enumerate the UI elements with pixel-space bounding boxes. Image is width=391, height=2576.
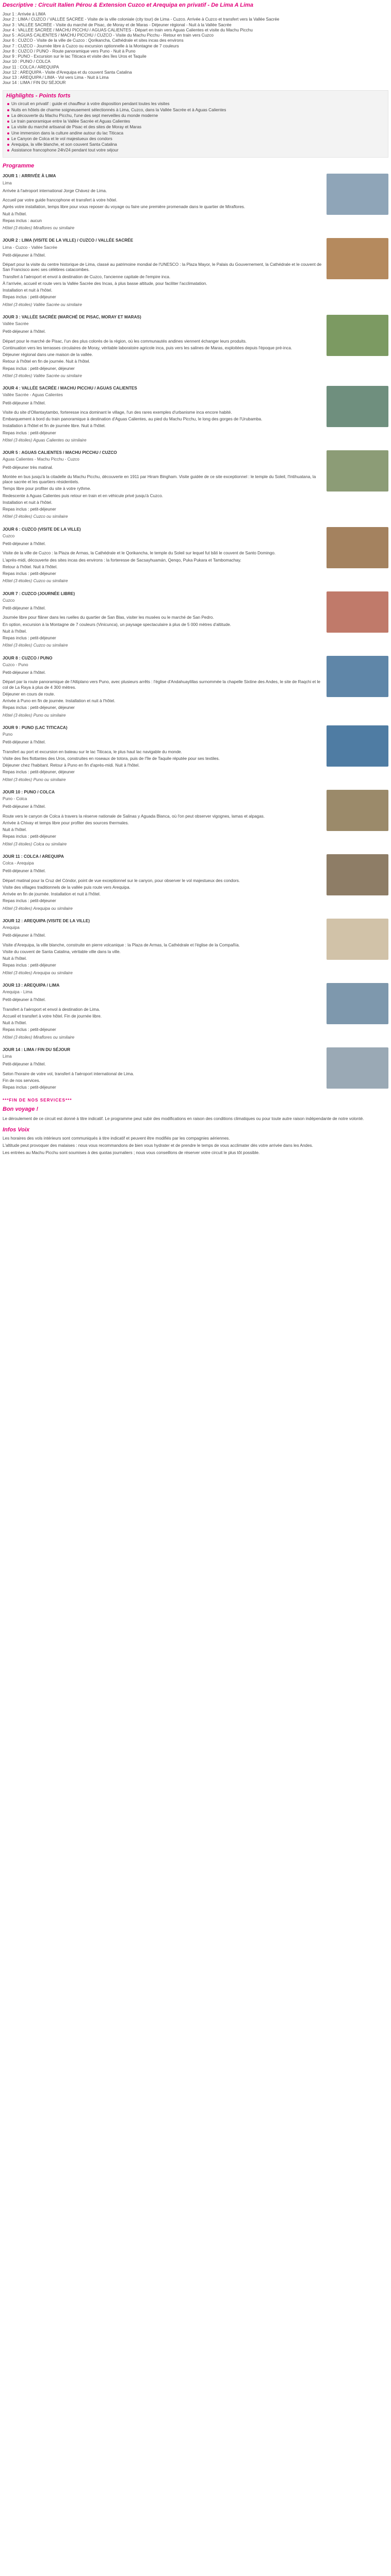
day-heading: JOUR 13 : AREQUIPA / LIMA (3, 982, 60, 988)
day-heading: JOUR 14 : LIMA / FIN DU SÉJOUR (3, 1047, 71, 1052)
day-paragraph: Installation à l'hôtel et fin de journée libre. Nuit à l'hôtel. (3, 423, 106, 429)
day-heading: JOUR 2 : LIMA (VISITE DE LA VILLE) / CUZCO / VALLÉE SACRÉE (3, 238, 134, 243)
day-paragraph: Route vers le canyon de Colca à travers la réserve nationale de Salinas y Aguada Blanca, où l'on peut observer vigognes, lamas et alpagas. (3, 814, 265, 819)
day-paragraph: Montée en bus jusqu'à la citadelle du Machu Picchu, découverte en 1911 par Hiram Bingham. Visite guidée de ce site exceptionnel : le temple du Soleil, l'Intihuatana, la place sacrée et les quartiers résidentiels. (3, 474, 316, 485)
highlight-item (6, 101, 385, 107)
day-hotel: Hôtel (3 étoiles) Arequipa ou similaire (3, 970, 73, 975)
bullet-icon (7, 115, 9, 117)
day-location: Arequipa - Lima (3, 990, 32, 995)
day-paragraph: Temps libre pour profiter du site à votre rythme. (3, 486, 91, 492)
day-hotel: Hôtel (3 étoiles) Vallée Sacrée ou similaire (3, 373, 82, 378)
day-meals: Repas inclus : petit-déjeuner (3, 507, 56, 512)
day-paragraph: Petit-déjeuner à l'hôtel. (3, 740, 46, 745)
itinerary-line: Jour 2 : LIMA / CUZCO / VALLÉE SACRÉE - Visite de la ville coloniale (city tour) de Lima - Cuzco. Arrivée à Cuzco et transfert vers la Vallée Sacrée (3, 17, 280, 22)
day-paragraph: Arrivée à Puno en fin de journée. Installation et nuit à l'hôtel. (3, 699, 116, 704)
highlight-item (6, 108, 385, 113)
day-paragraph: Embarquement à bord du train panoramique à destination d'Aguas Calientes, au pied du Machu Picchu, le long des gorges de l'Urubamba. (3, 417, 263, 422)
day-hotel: Hôtel (3 étoiles) Miraflores ou similaire (3, 1035, 75, 1040)
day-section (3, 656, 388, 718)
highlight-text: Le train panoramique entre la Vallée Sacrée et Aguas Calientes (11, 119, 131, 124)
day-photo (327, 527, 388, 568)
day-location: Colca - Arequipa (3, 861, 34, 866)
highlight-text: La découverte du Machu Picchu, l'une des sept merveilles du monde moderne (11, 113, 158, 118)
day-location: Lima (3, 180, 12, 185)
bullet-icon (7, 149, 9, 151)
day-section (3, 790, 388, 847)
day-heading: JOUR 11 : COLCA / AREQUIPA (3, 854, 64, 859)
day-paragraph: Visite du site d'Ollantaytambo, forteresse inca dominant le village, l'un des rares exemples d'urbanisme inca encore habité. (3, 410, 232, 415)
day-paragraph: L'après-midi, découverte des sites incas des environs : la forteresse de Sacsayhuamán, Qenqo, Puka Pukara et Tambomachay. (3, 557, 241, 563)
highlight-text: Un circuit en privatif : guide et chauffeur à votre disposition pendant toutes les visites (11, 101, 170, 107)
info-paragraph: L'altitude peut provoquer des malaises : nous vous recommandons de bien vous hydrater et de prendre le temps de vous acclimater dès votre arrivée dans les Andes. (3, 1143, 313, 1148)
program-days (3, 174, 388, 1091)
bullet-icon (7, 121, 9, 123)
day-paragraph: Nuit à l'hôtel. (3, 211, 27, 216)
day-heading: JOUR 5 : AGUAS CALIENTES / MACHU PICCHU / CUZCO (3, 450, 117, 455)
itinerary-line: Jour 9 : PUNO - Excursion sur le lac Titicaca et visite des îles Uros et Taquile (3, 54, 146, 59)
day-paragraph: Déjeuner en cours de route. (3, 691, 55, 697)
program-title: Programme (3, 162, 35, 169)
bullet-icon (7, 109, 9, 111)
highlight-item (6, 113, 385, 118)
day-location: Puno - Colca (3, 796, 27, 802)
day-hotel: Hôtel (3 étoiles) Arequipa ou similaire (3, 906, 73, 911)
day-location: Vallée Sacrée - Aguas Calientes (3, 393, 63, 398)
day-location: Arequipa (3, 925, 20, 930)
highlight-item (6, 131, 385, 136)
day-section (3, 450, 388, 520)
day-heading: JOUR 9 : PUNO (LAC TITICACA) (3, 725, 68, 730)
highlight-item (6, 142, 385, 147)
itinerary-line: Jour 5 : AGUAS CALIENTES / MACHU PICCHU / CUZCO - Visite du Machu Picchu - Retour en train vers Cuzco (3, 33, 214, 38)
day-photo (327, 919, 388, 960)
day-paragraph: Départ par la route panoramique de l'Altiplano vers Puno, avec plusieurs arrêts : l'église d'Andahuaylillas surnommée la chapelle Sixtine des Andes, le site de Raqchi et le col de La Raya à plus de 4 300 mètres. (3, 680, 320, 690)
day-location: Lima - Cuzco - Vallée Sacrée (3, 245, 57, 250)
day-hotel: Hôtel (3 étoiles) Aguas Calientes ou similaire (3, 437, 87, 443)
day-section (3, 238, 388, 308)
day-photo (327, 315, 388, 356)
day-section (3, 983, 388, 1040)
day-location: Lima (3, 1054, 12, 1059)
day-section (3, 527, 388, 584)
day-paragraph: Petit-déjeuner à l'hôtel. (3, 606, 46, 611)
day-section (3, 591, 388, 649)
day-hotel: Hôtel (3 étoiles) Puno ou similaire (3, 777, 66, 782)
day-meals: Repas inclus : petit-déjeuner (3, 571, 56, 577)
day-meals: Repas inclus : petit-déjeuner, déjeuner (3, 770, 75, 775)
highlight-text: Arequipa, la ville blanche, et son couvent Santa Catalina (11, 142, 117, 147)
day-paragraph: Arrivée en fin de journée. Installation et nuit à l'hôtel. (3, 892, 101, 897)
day-paragraph: En option, excursion à la Montagne de 7 couleurs (Vinicunca), un paysage spectaculaire à plus de 5 000 mètres d'altitude. (3, 622, 231, 627)
bullet-icon (7, 138, 9, 140)
itinerary-line: Jour 14 : LIMA / FIN DU SÉJOUR (3, 80, 66, 86)
day-paragraph: Arrivée à Chivay et temps libre pour profiter des sources thermales. (3, 820, 129, 825)
day-paragraph: Arrivée à l'aéroport international Jorge Chávez de Lima. (3, 188, 107, 193)
itinerary-line: Jour 6 : CUZCO - Visite de la ville de Cuzco : Qorikancha, Cathédrale et sites incas des environs (3, 38, 184, 43)
day-location: Cuzco (3, 533, 15, 538)
day-photo (327, 386, 388, 427)
day-paragraph: Petit-déjeuner à l'hôtel. (3, 933, 46, 938)
day-paragraph: Installation et nuit à l'hôtel. (3, 500, 53, 505)
day-paragraph: Journée libre pour flâner dans les ruelles du quartier de San Blas, visiter les musées ou le marché de San Pedro. (3, 615, 214, 620)
day-paragraph: Petit-déjeuner à l'hôtel. (3, 400, 46, 405)
highlight-text: Nuits en hôtels de charme soigneusement sélectionnés à Lima, Cuzco, dans la Vallée Sacrée et à Aguas Calientes (11, 107, 226, 112)
day-location: Puno (3, 732, 13, 737)
day-heading: JOUR 1 : ARRIVÉE À LIMA (3, 174, 56, 179)
day-paragraph: Nuit à l'hôtel. (3, 827, 27, 833)
day-paragraph: Petit-déjeuner à l'hôtel. (3, 1062, 46, 1067)
bullet-icon (7, 132, 9, 134)
day-photo (327, 238, 388, 279)
highlight-text: Une immersion dans la culture andine autour du lac Titicaca (11, 130, 124, 135)
day-photo (327, 450, 388, 492)
itinerary-line: Jour 7 : CUZCO - Journée libre à Cuzco ou excursion optionnelle à la Montagne de 7 couleurs (3, 43, 179, 48)
day-paragraph: Petit-déjeuner à l'hôtel. (3, 804, 46, 809)
day-paragraph: Selon l'horaire de votre vol, transfert à l'aéroport international de Lima. (3, 1071, 134, 1076)
day-paragraph: Redescente à Aguas Calientes puis retour en train et en véhicule privé jusqu'à Cuzco. (3, 493, 164, 498)
day-heading: JOUR 7 : CUZCO (JOURNÉE LIBRE) (3, 591, 75, 596)
day-photo (327, 790, 388, 831)
bullet-icon (7, 126, 9, 128)
day-paragraph: Déjeuner chez l'habitant. Retour à Puno en fin d'après-midi. Nuit à l'hôtel. (3, 763, 140, 768)
day-hotel: Hôtel (3 étoiles) Cuzco ou similaire (3, 579, 68, 584)
day-photo (327, 656, 388, 697)
day-paragraph: Nuit à l'hôtel. (3, 1021, 27, 1026)
day-paragraph: Départ pour la visite du centre historique de Lima, classé au patrimoine mondial de l'UNESCO : la Plaza Mayor, le Palais du Gouvernement, la Cathédrale et le couvent de San Francisco avec ses célèbres catacombes. (3, 262, 322, 273)
highlights-box (3, 90, 388, 158)
day-paragraph: Petit-déjeuner à l'hôtel. (3, 869, 46, 874)
footer-spacer (3, 1158, 388, 1174)
day-photo (327, 1047, 388, 1089)
itinerary-line: Jour 8 : CUZCO / PUNO - Route panoramique vers Puno - Nuit à Puno (3, 48, 136, 54)
day-paragraph: Fin de nos services. (3, 1078, 40, 1083)
day-paragraph: Petit-déjeuner à l'hôtel. (3, 541, 46, 547)
day-paragraph: Nuit à l'hôtel. (3, 956, 27, 961)
day-meals: Repas inclus : petit-déjeuner (3, 834, 56, 839)
day-paragraph: Installation et nuit à l'hôtel. (3, 288, 53, 293)
day-hotel: Hôtel (3 étoiles) Puno ou similaire (3, 713, 66, 718)
day-paragraph: Petit-déjeuner à l'hôtel. (3, 252, 46, 258)
highlight-item (6, 119, 385, 124)
day-hotel: Hôtel (3 étoiles) Miraflores ou similaire (3, 226, 75, 231)
highlight-text: Le Canyon de Colca et le vol majestueux des condors (11, 136, 112, 141)
day-paragraph: Départ matinal pour la Cruz del Cóndor, point de vue exceptionnel sur le canyon, pour observer le vol majestueux des condors. (3, 878, 240, 883)
highlight-text: Assistance francophone 24h/24 pendant tout votre séjour (11, 148, 119, 153)
bullet-icon (7, 144, 9, 146)
day-meals: Repas inclus : petit-déjeuner (3, 899, 56, 904)
day-paragraph: Nuit à l'hôtel. (3, 629, 27, 634)
day-photo (327, 983, 388, 1024)
day-paragraph: Petit-déjeuner à l'hôtel. (3, 329, 46, 334)
day-hotel: Hôtel (3 étoiles) Vallée Sacrée ou similaire (3, 302, 82, 307)
closing-text (3, 1116, 388, 1122)
day-paragraph: Visite de la ville de Cuzco : la Plaza de Armas, la Cathédrale et le Qorikancha, le temple du Soleil sur lequel fut bâti le couvent de Santo Domingo. (3, 551, 276, 556)
page (0, 2, 391, 1174)
day-meals: Repas inclus : petit-déjeuner, déjeuner (3, 366, 75, 371)
highlight-item (6, 125, 385, 130)
day-location: Vallée Sacrée (3, 321, 29, 327)
day-paragraph: Déjeuner régional dans une maison de la vallée. (3, 352, 93, 358)
day-section (3, 725, 388, 783)
itinerary-summary (3, 12, 388, 86)
day-paragraph: Visite d'Arequipa, la ville blanche, construite en pierre volcanique : la Plaza de Armas, la Cathédrale et l'église de la Compañía. (3, 942, 240, 947)
day-meals: Repas inclus : aucun (3, 218, 42, 223)
day-meals: Repas inclus : petit-déjeuner (3, 430, 56, 435)
day-section (3, 315, 388, 379)
day-paragraph: Transfert à l'aéroport et envol à destination de Cuzco, l'ancienne capitale de l'empire inca. (3, 274, 171, 279)
day-paragraph: Petit-déjeuner très matinal. (3, 465, 53, 470)
day-paragraph: Départ pour le marché de Pisac, l'un des plus colorés de la région, où les communautés andines viennent échanger leurs produits. (3, 338, 247, 344)
day-section (3, 854, 388, 911)
itinerary-line: Jour 11 : COLCA / AREQUIPA (3, 64, 59, 70)
day-hotel: Hôtel (3 étoiles) Cuzco ou similaire (3, 514, 68, 519)
info-paragraph: Les entrées au Machu Picchu sont soumises à des quotas journaliers ; nous vous conseillons de réserver votre circuit le plus tôt possible. (3, 1150, 260, 1156)
highlight-item (6, 137, 385, 142)
day-section (3, 919, 388, 976)
closing-paragraph: Le déroulement de ce circuit est donné à titre indicatif. Le programme peut subir des modifications en raison des conditions climatiques ou pour toute autre raison indépendante de notre volonté. (3, 1116, 364, 1121)
day-paragraph: À l'arrivée, accueil et route vers la Vallée Sacrée des Incas, à plus basse altitude, pour faciliter l'acclimatation. (3, 281, 207, 286)
info-title: Infos Voix (3, 1127, 30, 1133)
day-meals: Repas inclus : petit-déjeuner (3, 1027, 56, 1032)
day-heading: JOUR 8 : CUZCO / PUNO (3, 655, 53, 660)
end-marker: ***FIN DE NOS SERVICES*** (3, 1097, 72, 1103)
day-section (3, 174, 388, 231)
day-photo (327, 174, 388, 215)
day-heading: JOUR 4 : VALLÉE SACRÉE / MACHU PICCHU / AGUAS CALIENTES (3, 386, 137, 391)
day-meals: Repas inclus : petit-déjeuner (3, 963, 56, 968)
day-meals: Repas inclus : petit-déjeuner (3, 1085, 56, 1090)
day-photo (327, 591, 388, 633)
day-heading: JOUR 10 : PUNO / COLCA (3, 789, 55, 794)
day-paragraph: Retour à l'hôtel en fin de journée. Nuit à l'hôtel. (3, 359, 90, 364)
itinerary-line: Jour 3 : VALLÉE SACRÉE - Visite du marché de Pisac, de Moray et de Maras - Déjeuner régional - Nuit à la Vallée Sacrée (3, 22, 232, 27)
page-title: Descriptive : Circuit Italien Pérou & Extension Cuzco et Arequipa en privatif - De Lima A Lima (3, 2, 253, 8)
day-paragraph: Visite des îles flottantes des Uros, construites en roseaux de totora, puis de l'île de Taquile réputée pour ses textiles. (3, 756, 220, 761)
day-heading: JOUR 3 : VALLÉE SACRÉE (MARCHÉ DE PISAC, MORAY ET MARAS) (3, 314, 141, 319)
day-paragraph: Petit-déjeuner à l'hôtel. (3, 997, 46, 1003)
highlights-list (6, 101, 385, 153)
itinerary-line: Jour 12 : AREQUIPA - Visite d'Arequipa et du couvent Santa Catalina (3, 70, 132, 75)
day-location: Cuzco - Puno (3, 662, 28, 667)
day-section (3, 386, 388, 443)
day-section (3, 1047, 388, 1091)
day-paragraph: Transfert à l'aéroport et envol à destination de Lima. (3, 1007, 100, 1012)
day-meals: Repas inclus : petit-déjeuner, déjeuner (3, 705, 75, 710)
day-paragraph: Continuation vers les terrasses circulaires de Moray, véritable laboratoire agricole inca, puis vers les salines de Maras, exploitées depuis l'époque pré-inca. (3, 345, 292, 350)
day-paragraph: Petit-déjeuner à l'hôtel. (3, 670, 46, 675)
day-paragraph: Accueil et transfert à votre hôtel. Fin de journée libre. (3, 1013, 102, 1019)
bon-voyage: Bon voyage ! (3, 1106, 39, 1113)
itinerary-line: Jour 1 : Arrivée à LIMA (3, 12, 46, 17)
info-section (3, 1136, 388, 1156)
highlights-title: Highlights - Points forts (6, 92, 71, 99)
day-location: Aguas Calientes - Machu Picchu - Cuzco (3, 457, 79, 462)
highlight-item (6, 148, 385, 153)
day-heading: JOUR 12 : AREQUIPA (VISITE DE LA VILLE) (3, 918, 90, 923)
day-paragraph: Accueil par votre guide francophone et transfert à votre hôtel. (3, 198, 118, 203)
bullet-icon (7, 103, 9, 105)
day-hotel: Hôtel (3 étoiles) Colca ou similaire (3, 841, 67, 846)
day-location: Cuzco (3, 598, 15, 603)
day-paragraph: Visite des villages traditionnels de la vallée puis route vers Arequipa. (3, 885, 131, 890)
itinerary-line: Jour 4 : VALLÉE SACRÉE / MACHU PICCHU / AGUAS CALIENTES - Départ en train vers Aguas Calientes et visite du Machu Picchu (3, 27, 253, 32)
day-meals: Repas inclus : petit-déjeuner (3, 636, 56, 641)
day-photo (327, 854, 388, 895)
day-hotel: Hôtel (3 étoiles) Cuzco ou similaire (3, 643, 68, 648)
day-meals: Repas inclus : petit-déjeuner (3, 295, 56, 300)
day-heading: JOUR 6 : CUZCO (VISITE DE LA VILLE) (3, 527, 81, 532)
day-paragraph: Après votre installation, temps libre pour vous reposer du voyage ou faire une première promenade dans le quartier de Miraflores. (3, 205, 246, 210)
info-paragraph: Les horaires des vols intérieurs sont communiqués à titre indicatif et peuvent être modifiés par les compagnies aériennes. (3, 1136, 230, 1141)
day-paragraph: Retour à l'hôtel. Nuit à l'hôtel. (3, 564, 58, 569)
highlight-text: La visite du marché artisanal de Pisac et des sites de Moray et Maras (11, 125, 142, 130)
day-paragraph: Transfert au port et excursion en bateau sur le lac Titicaca, le plus haut lac navigable du monde. (3, 749, 182, 754)
itinerary-line: Jour 10 : PUNO / COLCA (3, 59, 51, 64)
itinerary-line: Jour 13 : AREQUIPA / LIMA - Vol vers Lima - Nuit à Lima (3, 75, 109, 80)
day-photo (327, 725, 388, 767)
day-paragraph: Visite du couvent de Santa Catalina, véritable ville dans la ville. (3, 949, 121, 954)
